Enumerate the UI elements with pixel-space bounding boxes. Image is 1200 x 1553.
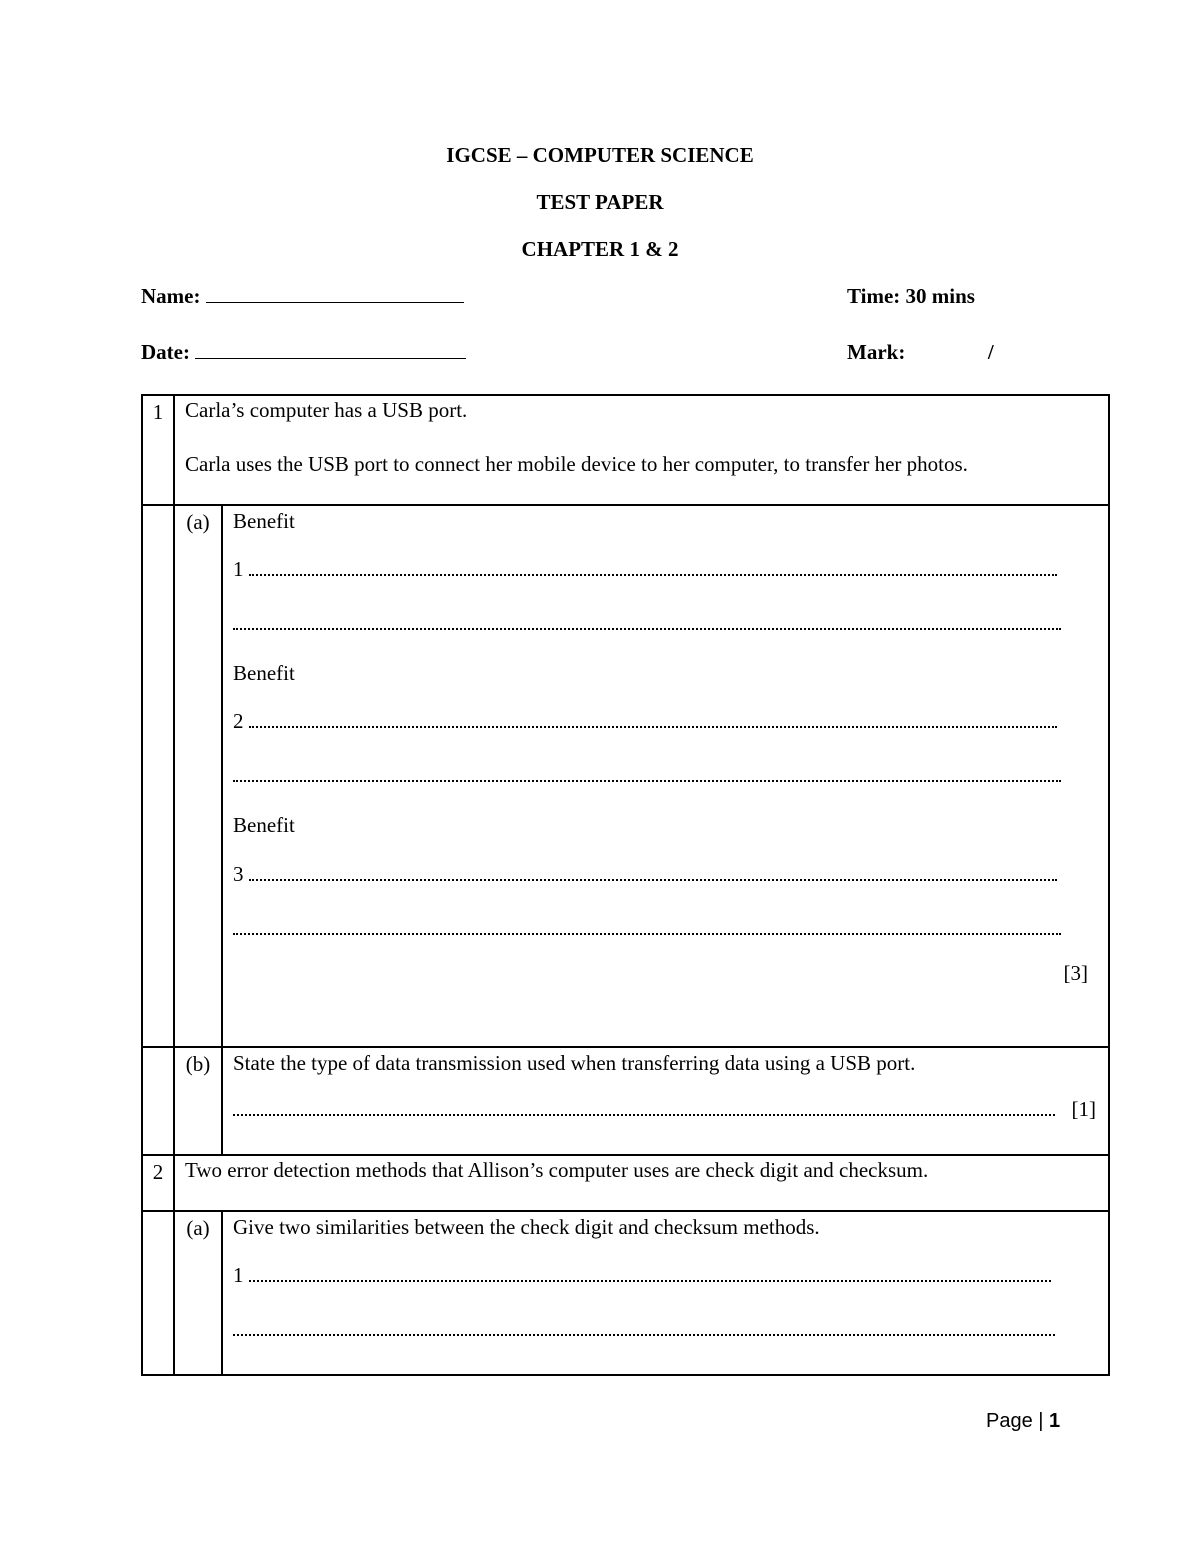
- mark-slash: /: [987, 340, 994, 364]
- benefit-2-label: Benefit: [233, 661, 295, 686]
- question-1b-text: State the type of data transmission used when transferring data using a USB port.: [233, 1051, 916, 1075]
- subquestion-label: (a): [174, 505, 222, 1047]
- answer-line[interactable]: 1: [233, 1240, 1098, 1294]
- marks-allocation: [3]: [1063, 960, 1088, 985]
- paper-title: IGCSE – COMPUTER SCIENCE: [446, 143, 754, 167]
- paper-chapter: CHAPTER 1 & 2: [521, 237, 679, 261]
- question-1-row: [142, 395, 1109, 505]
- subquestion-label: (a): [174, 1211, 222, 1375]
- answer-line[interactable]: [233, 1076, 1098, 1128]
- question-1-line2: Carla uses the USB port to connect her mobile device to her computer, to transfer her photos.: [185, 452, 968, 477]
- benefit-1-label: Benefit: [233, 509, 295, 533]
- name-label: Name:: [141, 284, 201, 308]
- page-footer: [986, 1410, 1060, 1433]
- name-blank[interactable]: [206, 284, 464, 303]
- question-2a-row: [142, 1211, 1109, 1375]
- benefit-3-label: Benefit: [233, 813, 295, 838]
- question-2-intro: Two error detection methods that Allison’s computer uses are check digit and checksum.: [174, 1155, 1109, 1211]
- question-1b-body: [222, 1047, 1109, 1155]
- question-1a-body: [222, 505, 1109, 1047]
- questions-table: [141, 394, 1110, 1376]
- question-1b-row: [142, 1047, 1109, 1155]
- question-1a-row: [142, 505, 1109, 1047]
- name-field: [141, 284, 464, 309]
- answer-line[interactable]: 3: [233, 839, 1098, 893]
- question-2a-body: [222, 1211, 1109, 1375]
- date-blank[interactable]: [195, 340, 466, 359]
- question-1-line1: Carla’s computer has a USB port.: [185, 398, 468, 422]
- page-number: 1: [1049, 1410, 1061, 1432]
- paper-subtitle: TEST PAPER: [536, 190, 664, 214]
- question-number: 1: [142, 395, 174, 505]
- question-number: 2: [142, 1155, 174, 1211]
- mark-field: [847, 340, 994, 365]
- page-label: Page |: [986, 1410, 1044, 1432]
- answer-line[interactable]: [233, 588, 1098, 642]
- date-label: Date:: [141, 340, 190, 364]
- question-2a-text: Give two similarities between the check digit and checksum methods.: [233, 1215, 820, 1239]
- date-field: [141, 340, 466, 365]
- mark-label: Mark:: [847, 340, 906, 364]
- answer-line[interactable]: [233, 893, 1098, 947]
- answer-line[interactable]: [233, 1294, 1098, 1348]
- marks-allocation: [1]: [1071, 1097, 1096, 1122]
- subquestion-label: (b): [174, 1047, 222, 1155]
- question-1-intro: [174, 395, 1109, 505]
- answer-line[interactable]: [233, 740, 1098, 794]
- answer-line[interactable]: 2: [233, 686, 1098, 740]
- question-2-row: [142, 1155, 1109, 1211]
- time-label: Time: 30 mins: [847, 284, 975, 308]
- answer-line[interactable]: 1: [233, 534, 1098, 588]
